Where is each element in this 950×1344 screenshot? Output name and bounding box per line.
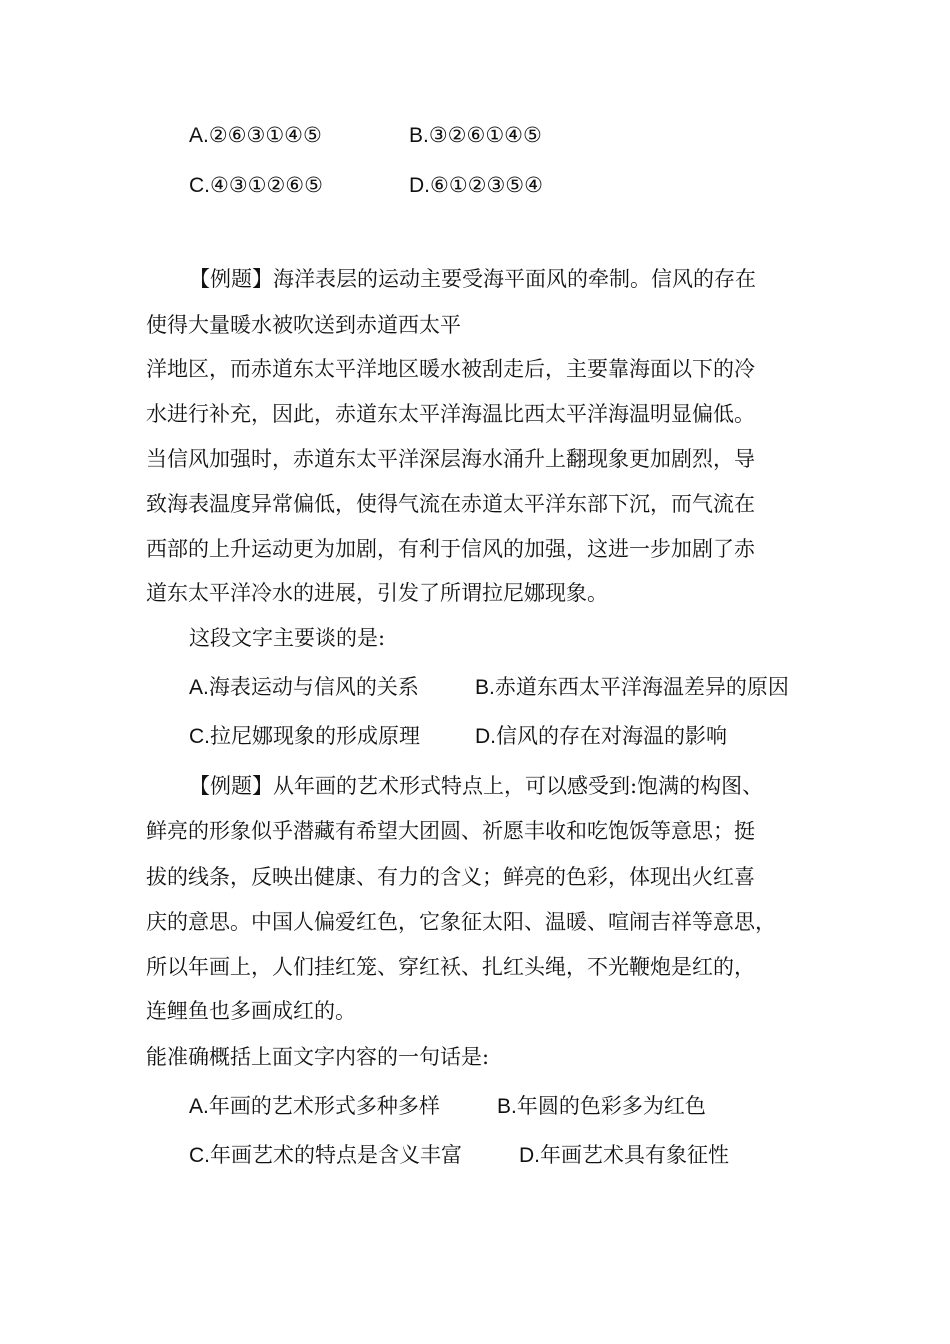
example3-line-5: 所以年画上，人们挂红笼、穿红袄、扎红头绳，不光鞭炮是红的， xyxy=(146,955,755,979)
example3-option-d: D.年画艺术具有象征性 xyxy=(519,1144,729,1167)
q1-option-c: C.④③①②⑥⑤ xyxy=(189,174,323,197)
example3-line-1: 【例题】从年画的艺术形式特点上，可以感受到:饱满的构图、 xyxy=(189,774,764,798)
example2-line-7: 西部的上升运动更为加剧，有利于信风的加强，这进一步加剧了赤 xyxy=(146,537,755,561)
example3-line-4: 庆的意思。中国人偏爱红色，它象征太阳、温暖、喧闹吉祥等意思， xyxy=(146,910,776,934)
example2-line-1: 【例题】海洋表层的运动主要受海平面风的牵制。信风的存在 xyxy=(189,267,756,291)
example2-option-a: A.海表运动与信风的关系 xyxy=(189,676,419,699)
example3-line-6: 连鲤鱼也多画成红的。 xyxy=(146,999,356,1023)
example2-line-8: 道东太平洋冷水的进展，引发了所谓拉尼娜现象。 xyxy=(146,581,608,605)
example3-line-3: 拔的线条，反映出健康、有力的含义；鲜亮的色彩，体现出火红喜 xyxy=(146,865,755,889)
example2-option-d: D.信风的存在对海温的影响 xyxy=(475,725,727,748)
example3-option-a: A.年画的艺术形式多种多样 xyxy=(189,1095,440,1118)
q1-option-b: B.③②⑥①④⑤ xyxy=(409,124,542,147)
example2-line-2: 使得大量暖水被吹送到赤道西太平 xyxy=(146,313,461,337)
example3-option-b: B.年圆的色彩多为红色 xyxy=(497,1095,706,1118)
example3-option-c: C.年画艺术的特点是含义丰富 xyxy=(189,1144,462,1167)
example2-option-c: C.拉尼娜现象的形成原理 xyxy=(189,725,420,748)
example2-line-4: 水进行补充，因此，赤道东太平洋海温比西太平洋海温明显偏低。 xyxy=(146,402,755,426)
example2-line-3: 洋地区，而赤道东太平洋地区暖水被刮走后，主要靠海面以下的冷 xyxy=(146,357,755,381)
q1-option-d: D.⑥①②③⑤④ xyxy=(409,174,543,197)
example2-question: 这段文字主要谈的是: xyxy=(189,626,386,650)
example2-option-b: B.赤道东西太平洋海温差异的原因 xyxy=(475,676,789,699)
example3-line-2: 鲜亮的形象似乎潜藏有希望大团圆、祈愿丰收和吃饱饭等意思；挺 xyxy=(146,819,755,843)
q1-option-a: A.②⑥③①④⑤ xyxy=(189,124,322,147)
example2-line-6: 致海表温度异常偏低，使得气流在赤道太平洋东部下沉，而气流在 xyxy=(146,492,755,516)
example2-line-5: 当信风加强时，赤道东太平洋深层海水涌升上翻现象更加剧烈，导 xyxy=(146,447,755,471)
example3-question: 能准确概括上面文字内容的一句话是: xyxy=(146,1045,490,1069)
